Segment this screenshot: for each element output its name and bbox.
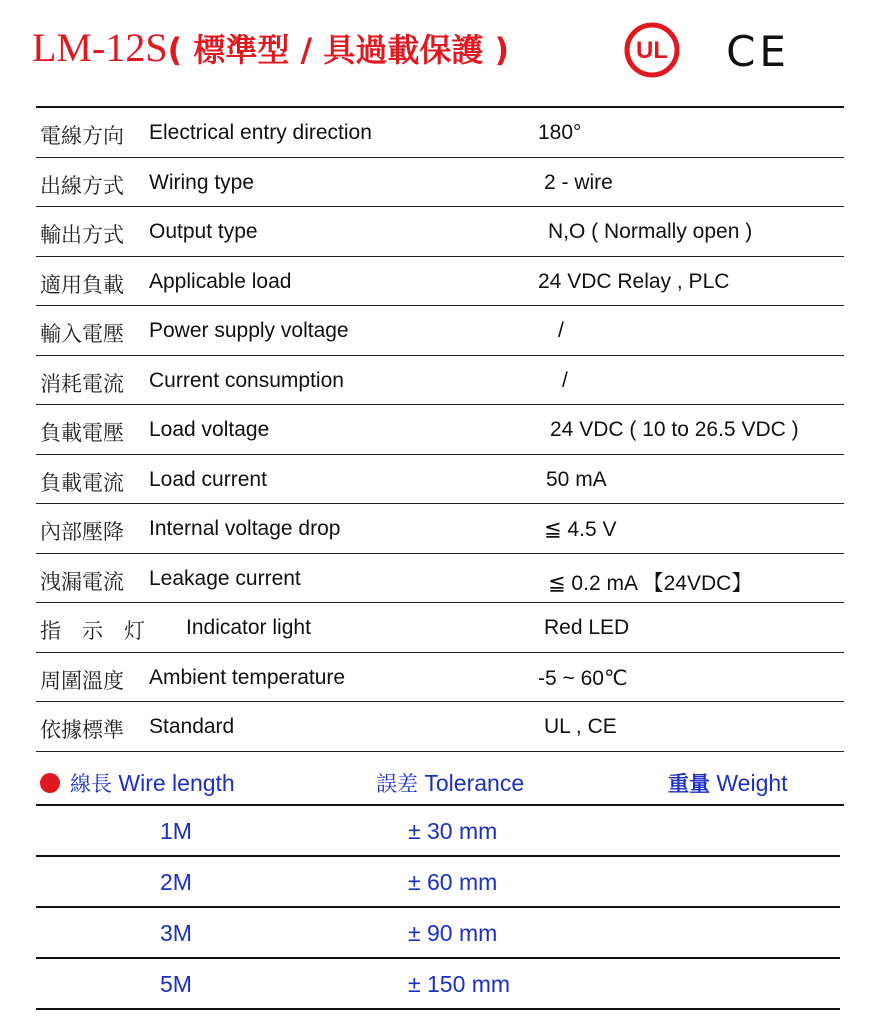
spec-label-zh: 輸出方式: [40, 223, 124, 247]
spec-label-en: Applicable load: [149, 269, 292, 293]
spec-row: [36, 653, 844, 703]
wire-row: [36, 857, 840, 908]
wire-tolerance-value: ± 30 mm: [408, 818, 498, 844]
spec-label-zh: 洩漏電流: [40, 569, 124, 594]
spec-value: N,O ( Normally open ): [548, 220, 753, 243]
spec-label-en: Load current: [149, 467, 267, 491]
spec-label-zh: 周圍溫度: [40, 668, 124, 693]
spec-value: /: [558, 319, 564, 342]
spec-value: ≦ 0.2 mA 【24VDC】: [548, 571, 753, 595]
spec-label-zh: 內部壓降: [40, 520, 124, 544]
spec-label-zh: 適用負載: [40, 272, 124, 297]
spec-label-zh: 負載電壓: [40, 421, 124, 445]
spec-row: [36, 702, 844, 752]
spec-row: [36, 405, 844, 455]
wire-tolerance-value: ± 150 mm: [408, 971, 511, 997]
wire-table-body: [36, 806, 840, 1010]
title-row: [32, 18, 872, 82]
spec-label-en: Electrical entry direction: [149, 121, 372, 144]
wire-length-value: 2M: [160, 869, 192, 895]
ce-text: CE: [726, 27, 790, 74]
wire-table-header: [36, 758, 844, 806]
spec-value: 50 mA: [546, 467, 607, 491]
spec-value: UL , CE: [544, 715, 617, 738]
spec-row: [36, 356, 844, 406]
ce-certification-icon: [718, 26, 798, 74]
spec-row: [36, 257, 844, 307]
wire-row: [36, 908, 840, 959]
spec-row: [36, 158, 844, 208]
spec-label-en: Power supply voltage: [149, 319, 349, 342]
spec-row: [36, 455, 844, 505]
spec-label-en: Ambient temperature: [149, 665, 346, 689]
header-wire-length: 線長 Wire length: [70, 770, 235, 796]
spec-label-en: Leakage current: [149, 566, 301, 590]
spec-value: 24 VDC Relay , PLC: [538, 269, 730, 293]
spec-value: ≦ 4.5 V: [544, 518, 617, 541]
ul-text: UL: [636, 37, 668, 64]
spec-table: [36, 106, 844, 752]
spec-row: [36, 108, 844, 158]
spec-value: -5 ~ 60℃: [538, 666, 628, 690]
spec-value: 180°: [538, 121, 582, 144]
wire-length-value: 3M: [160, 920, 192, 946]
spec-label-zh: 負載電流: [40, 470, 124, 495]
page-title: [32, 20, 509, 78]
spec-label-zh: 指 示 灯: [40, 619, 145, 643]
red-dot-icon: [40, 773, 60, 793]
spec-label-zh: 電線方向: [40, 124, 124, 148]
spec-label-en: Indicator light: [186, 616, 311, 639]
spec-label-zh: 輸入電壓: [40, 322, 124, 346]
spec-value: 2 - wire: [544, 170, 613, 194]
spec-label-en: Load voltage: [149, 418, 270, 441]
header-weight: 重量 Weight: [668, 770, 788, 796]
model-subtitle: ( 標準型 / 具過載保護 ): [167, 31, 510, 69]
wire-length-value: 1M: [160, 818, 192, 844]
ul-certification-icon: [624, 22, 680, 78]
spec-row: [36, 554, 844, 604]
spec-label-zh: 出線方式: [40, 173, 124, 198]
wire-length-value: 5M: [160, 971, 192, 997]
spec-value: /: [562, 368, 568, 392]
spec-value: Red LED: [544, 616, 630, 639]
spec-label-en: Internal voltage drop: [149, 517, 341, 540]
spec-label-en: Standard: [149, 715, 235, 738]
model-name: LM-12S: [32, 25, 168, 70]
wire-row: [36, 806, 840, 857]
spec-row: [36, 603, 844, 653]
spec-label-zh: 依據標準: [40, 718, 124, 742]
wire-row: [36, 959, 840, 1010]
spec-label-en: Output type: [149, 220, 258, 243]
header-tolerance: 誤差 Tolerance: [376, 770, 525, 796]
wire-tolerance-value: ± 90 mm: [408, 920, 498, 946]
wire-tolerance-value: ± 60 mm: [408, 869, 498, 895]
spec-label-en: Wiring type: [149, 170, 255, 194]
spec-label-en: Current consumption: [149, 368, 344, 392]
spec-row: [36, 207, 844, 257]
spec-label-zh: 消耗電流: [40, 371, 124, 396]
spec-row: [36, 504, 844, 554]
spec-value: 24 VDC ( 10 to 26.5 VDC ): [550, 418, 799, 441]
spec-row: [36, 306, 844, 356]
